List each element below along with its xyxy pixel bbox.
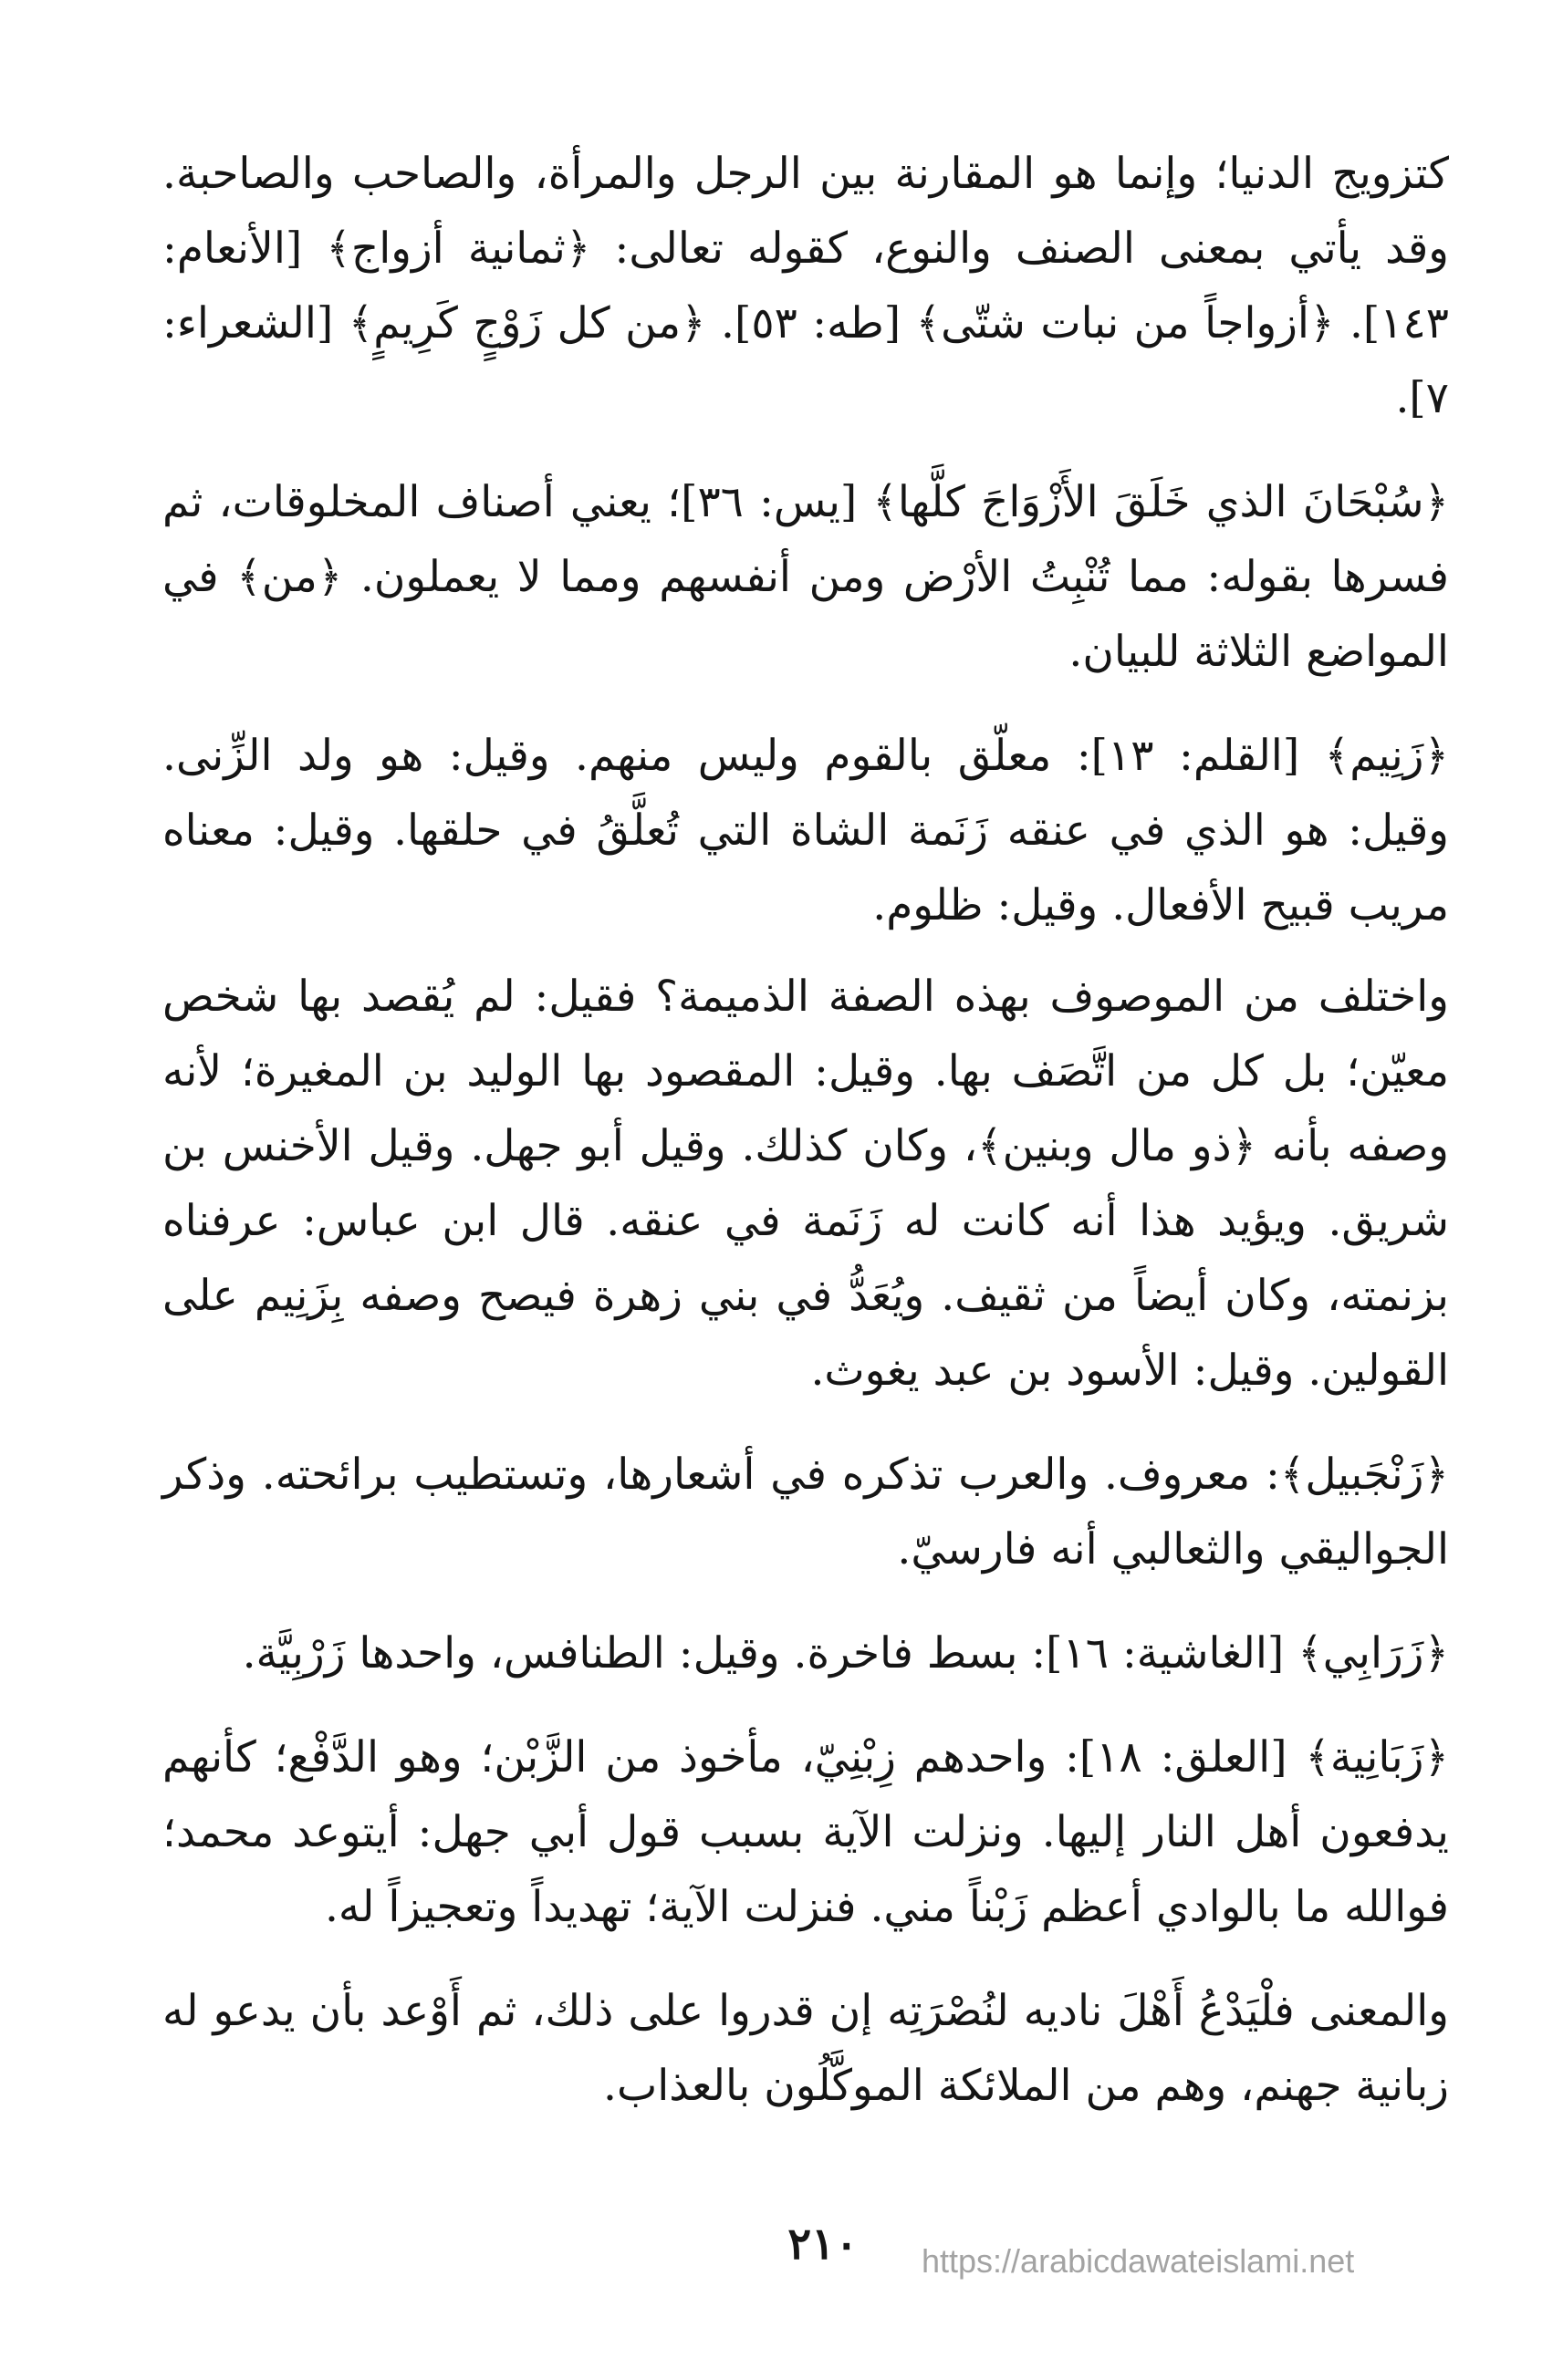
paragraph: ﴿زَبَانِية﴾ [العلق: ١٨]: واحدهم زِبْنِيّ، مأخوذ من الزَّبْن؛ وهو الدَّفْع؛ كأنهم يدفعون أهل النار إليها. ونزلت الآية بسبب قول أبي جهل: أيتوعد محمد؛ فوالله ما بالوادي أعظم زَبْناً مني. فنزلت الآية؛ تهديداً وتعجيزاً له. [162,1732,1449,1932]
paragraph: ﴿سُبْحَانَ الذي خَلَقَ الأَزْوَاجَ كلَّها﴾ [يس: ٣٦]؛ يعني أصناف المخلوقات، ثم فسرها بقوله: مما تُنْبِتُ الأرْض ومن أنفسهم ومما لا يعملون. ﴿من﴾ في المواضع الثلاثة للبيان. [162,477,1449,677]
paragraph: ﴿زَرَابِي﴾ [الغاشية: ١٦]: بسط فاخرة. وقيل: الطنافس، واحدها زَرْبِيَّة. [242,1628,1449,1678]
paragraph: والمعنى فلْيَدْعُ أَهْلَ ناديه لنُصْرَتِه إن قدروا على ذلك، ثم أَوْعد بأن يدعو له زبانية جهنم، وهم من الملائكة الموكَّلُون بالعذاب. [162,1986,1449,2111]
watermark-url: https://arabicdawateislami.net [922,2242,1355,2280]
paragraph: ﴿زَنِيم﴾ [القلم: ١٣]: معلّق بالقوم وليس منهم. وقيل: هو ولد الزِّنى. وقيل: هو الذي في عنقه زَنَمة الشاة التي تُعلَّقُ في حلقها. وقيل: معناه مريب قبيح الأفعال. وقيل: ظلوم. [162,731,1449,930]
body-text [162,137,1449,2124]
page-number: ٢١٠ [787,2219,859,2270]
paragraph: كتزويج الدنيا؛ وإنما هو المقارنة بين الرجل والمرأة، والصاحب والصاحبة. وقد يأتي بمعنى الصنف والنوع، كقوله تعالى: ﴿ثمانية أزواج﴾ [الأنعام: ١٤٣]. ﴿أزواجاً من نبات شتّى﴾ [طه: ٥٣]. ﴿من كل زَوْجٍ كَرِيمٍ﴾ [الشعراء: ٧]. [162,149,1449,423]
paragraph: ﴿زَنْجَبيل﴾: معروف. والعرب تذكره في أشعارها، وتستطيب برائحته. وذكر الجواليقي والثعالبي أنه فارسيّ. [162,1450,1449,1575]
paragraph: واختلف من الموصوف بهذه الصفة الذميمة؟ فقيل: لم يُقصد بها شخص معيّن؛ بل كل من اتَّصَف بها. وقيل: المقصود بها الوليد بن المغيرة؛ لأنه وصفه بأنه ﴿ذو مال وبنين﴾، وكان كذلك. وقيل أبو جهل. وقيل الأخنس بن شريق. ويؤيد هذا أنه كانت له زَنَمة في عنقه. قال ابن عباس: عرفناه بزنمته، وكان أيضاً من ثقيف. ويُعَدُّ في بني زهرة فيصح وصفه بِزَنِيم على القولين. وقيل: الأسود بن عبد يغوث. [162,972,1449,1396]
